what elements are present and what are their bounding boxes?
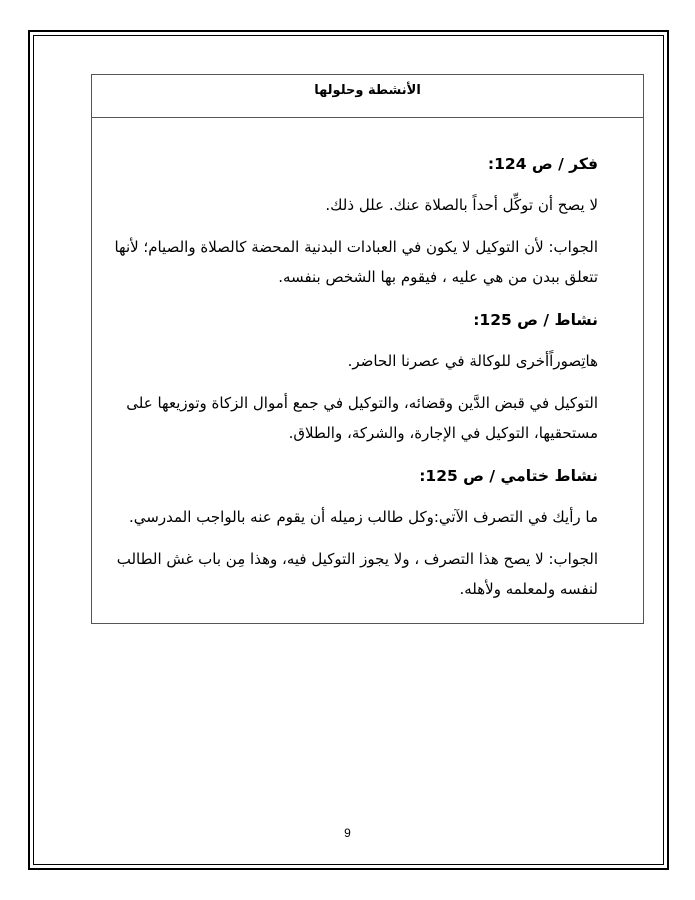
section-heading: نشاط ختامي / ص 125:	[419, 467, 598, 485]
section-heading: نشاط / ص 125:	[473, 311, 598, 329]
section-question: هاتِصوراًأخرى للوكالة في عصرنا الحاضر.	[347, 352, 598, 370]
section-question: ما رأيك في التصرف الآتي:وكل طالب زميله أن يقوم عنه بالواجب المدرسي.	[129, 508, 598, 526]
section-answer-line: الجواب: لا يصح هذا التصرف ، ولا يجوز التوكيل فيه، وهذا مِن باب غش الطالب	[116, 550, 598, 568]
page-number: 9	[344, 826, 351, 840]
section-answer-line: التوكيل في قبض الدَّين وقضائه، والتوكيل في جمع أموال الزكاة وتوزيعها على	[126, 394, 598, 412]
section-answer-line: تتعلق ببدن من هي عليه ، فيقوم بها الشخص بنفسه.	[278, 268, 598, 286]
activities-content	[108, 148, 598, 604]
section-answer-line: الجواب: لأن التوكيل لا يكون في العبادات البدنية المحضة كالصلاة والصيام؛ لأنها	[114, 238, 598, 256]
table-title: الأنشطة وحلولها	[92, 75, 643, 118]
section-answer-line: مستحقيها، التوكيل في الإجارة، والشركة، والطلاق.	[288, 424, 598, 442]
section-question: لا يصح أن توكِّل أحداً بالصلاة عنك. علل ذلك.	[325, 196, 598, 214]
section-heading: فكر / ص 124:	[487, 155, 598, 173]
section-answer-line: لنفسه ولمعلمه ولأهله.	[459, 580, 598, 598]
